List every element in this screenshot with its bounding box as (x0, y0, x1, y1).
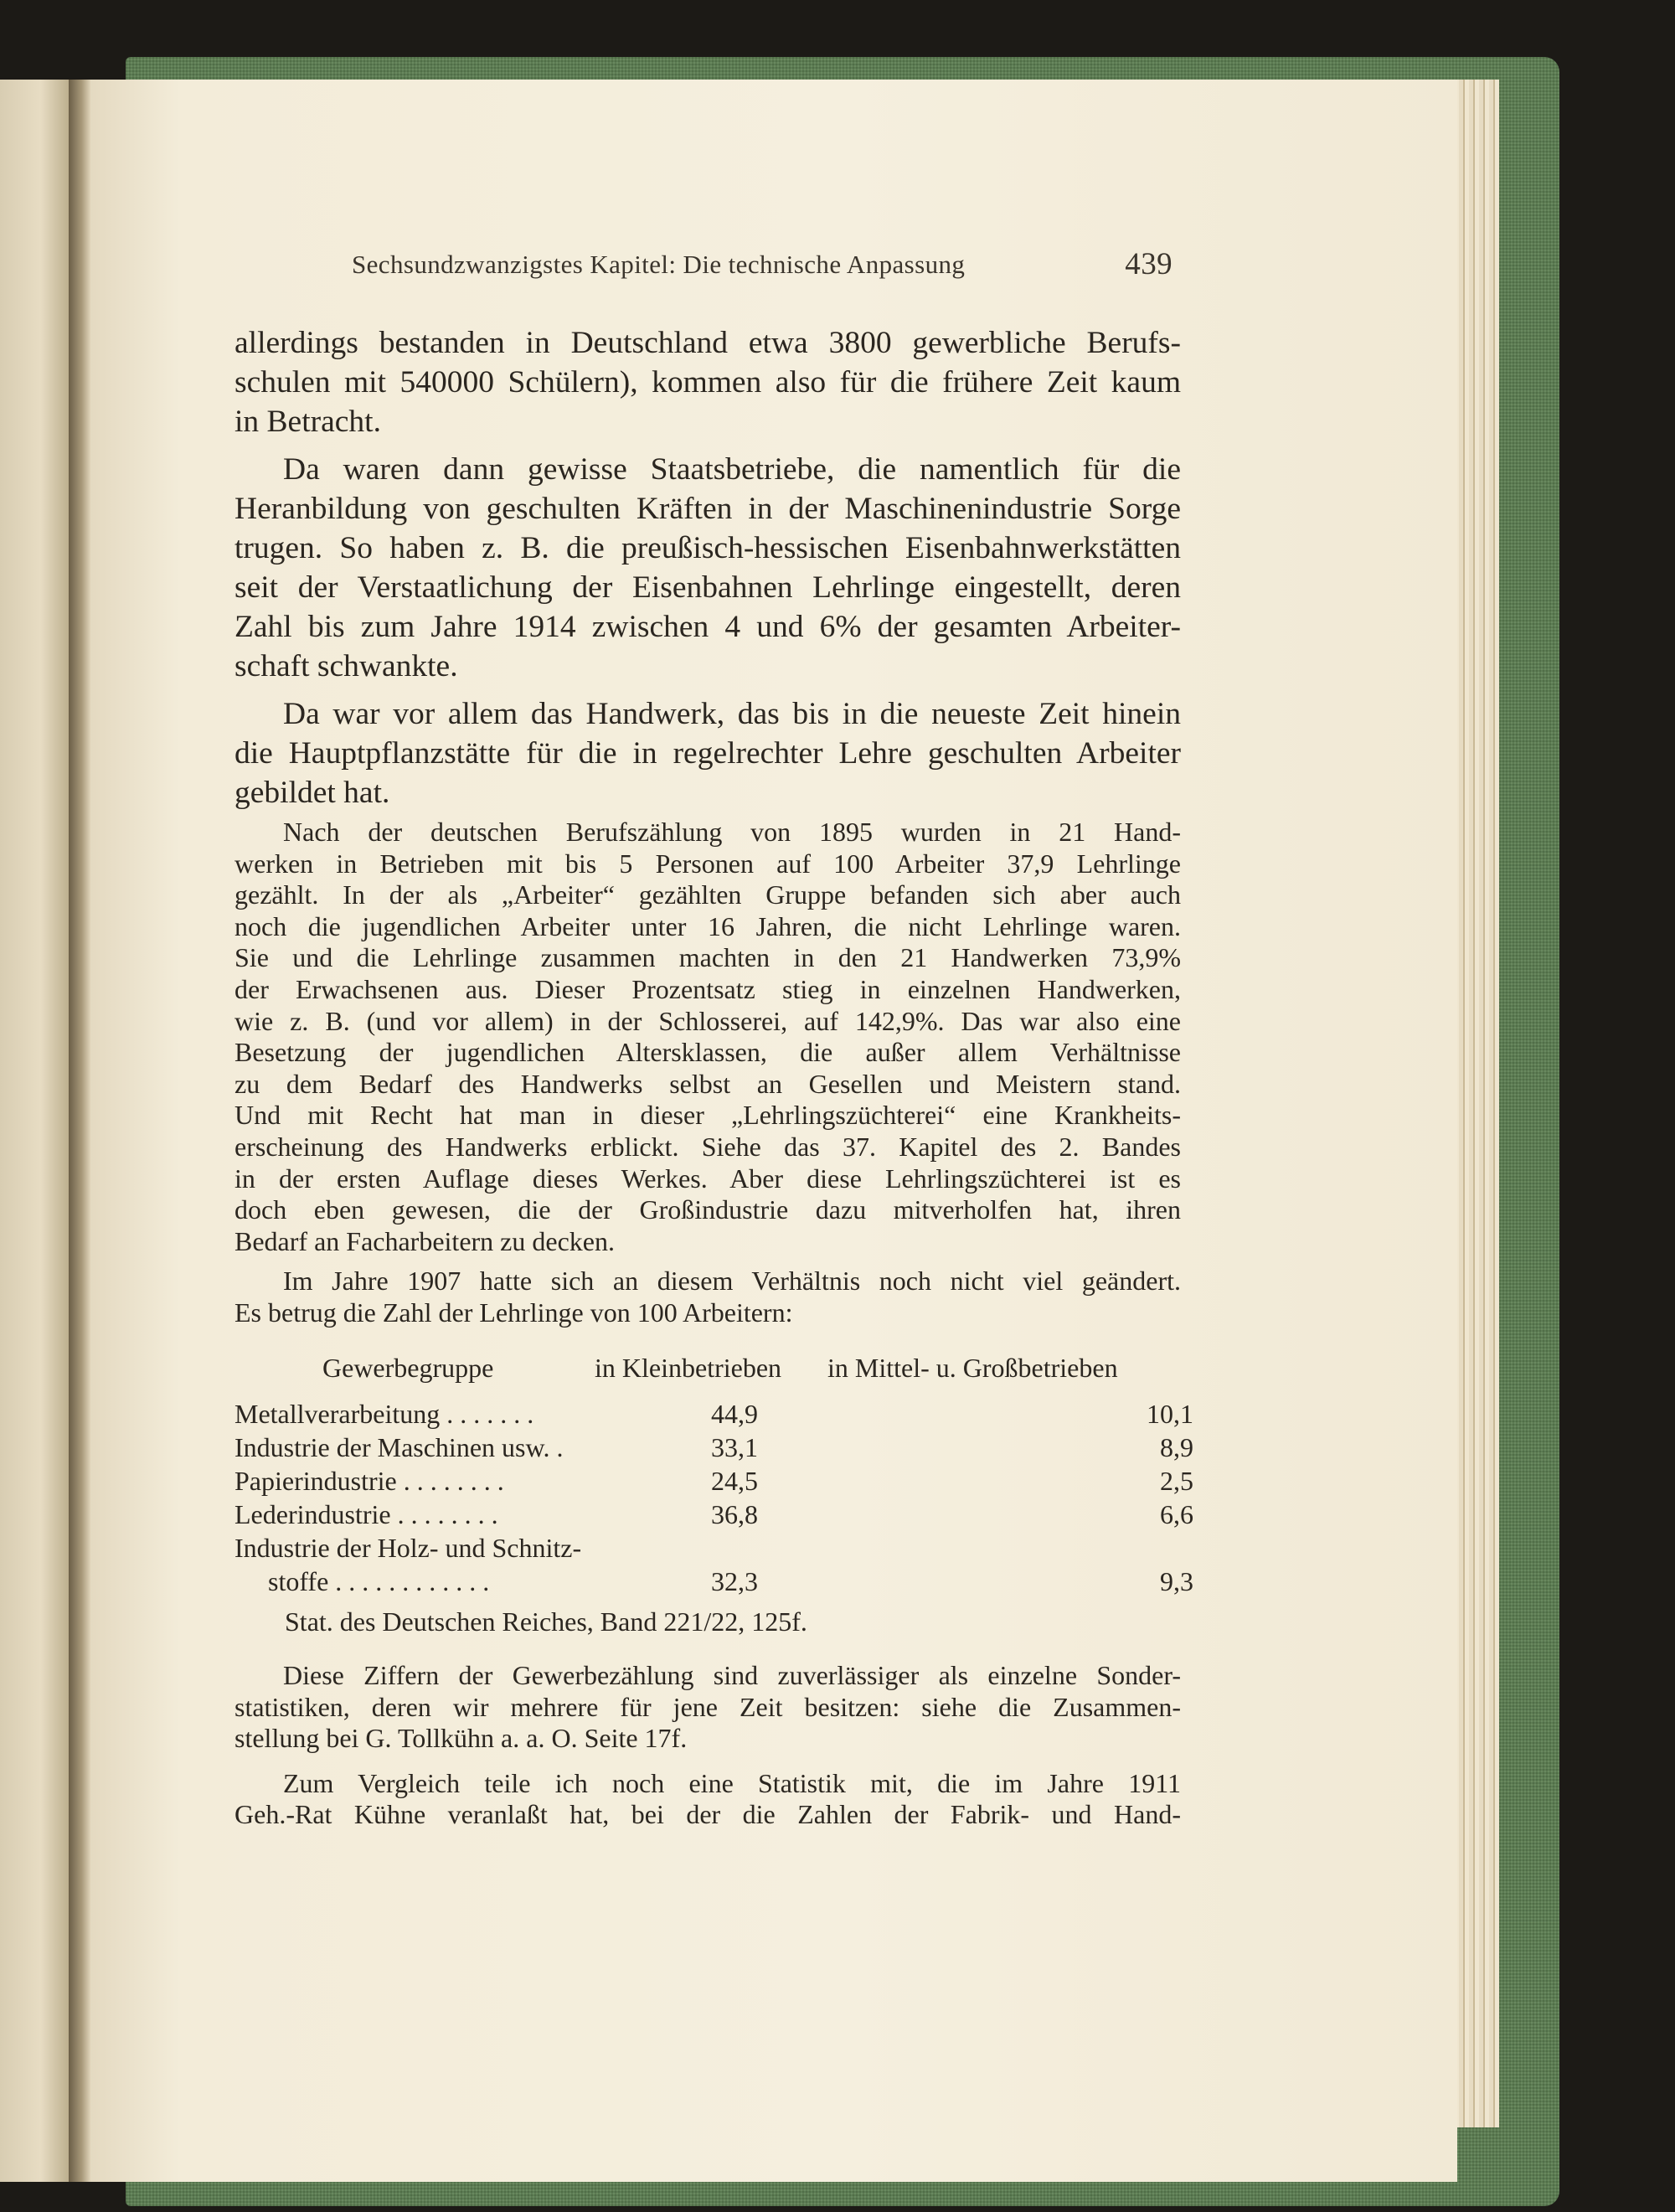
column-header-large: in Mittel- u. Großbetrieben (827, 1353, 1118, 1383)
text-line-wrap (234, 942, 1181, 974)
main-text-block (234, 323, 1181, 812)
text-line-wrap (234, 568, 1181, 607)
row-label: Lederindustrie . . . . . . . . (234, 1499, 498, 1529)
note-paragraph-3 (234, 1660, 1181, 1692)
table-row (234, 1566, 1193, 1600)
text-line: noch die jugendlichen Arbeiter unter 16 Jahren, die nicht Lehrlinge waren. (234, 910, 1181, 941)
text-line-wrap (234, 848, 1181, 880)
text-line: gezählt. In der als „Arbeiter“ gezählten Gruppe befanden sich aber auch (234, 879, 1181, 910)
text-line: Geh.-Rat Kühne veranlaßt hat, bei der die Zahlen der Fabrik- und Hand- (234, 1799, 1181, 1830)
text-line: zu dem Bedarf des Handwerks selbst an Gesellen und Meistern stand. (234, 1068, 1181, 1099)
running-header (352, 247, 1172, 291)
text-line: der Erwachsenen aus. Dieser Prozentsatz stieg in einzelnen Handwerken, (234, 973, 1181, 1004)
row-label: Industrie der Holz- und Schnitz- (234, 1533, 582, 1563)
text-line: Heranbildung von geschulten Kräften in der Maschinenindustrie Sorge (234, 492, 1181, 526)
text-line: stellung bei G. Tollkühn a. a. O. Seite 17f. (234, 1723, 688, 1754)
text-line-wrap (234, 773, 1181, 812)
value-small: 44,9 (711, 1399, 758, 1429)
text-line-wrap (234, 607, 1181, 647)
text-line-wrap (234, 974, 1181, 1006)
text-line: Zahl bis zum Jahre 1914 zwischen 4 und 6% der gesamten Arbeiter- (234, 610, 1181, 644)
text-line: trugen. So haben z. B. die preußisch-hessischen Eisenbahnwerkstätten (234, 531, 1181, 565)
text-line-wrap (234, 1037, 1181, 1069)
value-small: 33,1 (711, 1432, 758, 1462)
text-line: werken in Betrieben mit bis 5 Personen auf 100 Arbeiter 37,9 Lehrlinge (234, 848, 1181, 879)
table-row (234, 1533, 1181, 1566)
text-line-wrap (234, 1194, 1181, 1226)
text-line: statistiken, deren wir mehrere für jene Zeit besitzen: siehe die Zusammen- (234, 1691, 1181, 1722)
text-line: wie z. B. (und vor allem) in der Schlosserei, auf 142,9%. Das war also eine (234, 1005, 1181, 1036)
text-line: die Hauptpflanzstätte für die in regelrechter Lehre geschulten Arbeiter (234, 736, 1181, 771)
row-label: stoffe . . . . . . . . . . . . (268, 1566, 490, 1596)
value-large: 2,5 (1160, 1466, 1193, 1496)
text-line: Da waren dann gewisse Staatsbetriebe, die namentlich für die (283, 452, 1181, 487)
text-line-wrap (234, 529, 1181, 568)
table-source (285, 1606, 1231, 1640)
text-line-wrap (234, 911, 1181, 943)
page-number: 439 (1125, 247, 1172, 281)
text-line-wrap (234, 1006, 1181, 1038)
note-paragraph-4 (234, 1768, 1181, 1800)
paragraph-3 (234, 694, 1181, 734)
table-row (234, 1499, 1193, 1533)
text-line: Bedarf an Facharbeitern zu decken. (234, 1225, 615, 1256)
table-row (234, 1399, 1193, 1432)
text-line: seit der Verstaatlichung der Eisenbahnen Lehrlinge eingestellt, deren (234, 570, 1181, 605)
running-title: Sechsundzwanzigstes Kapitel: Die technische Anpassung (352, 250, 966, 279)
text-line-wrap (234, 1069, 1181, 1101)
left-page-edge (0, 80, 74, 2182)
text-line-wrap (234, 879, 1181, 911)
text-line-wrap (234, 1100, 1181, 1132)
table-row (234, 1432, 1193, 1466)
row-label: Metallverarbeitung . . . . . . . (234, 1399, 534, 1429)
text-line-wrap (234, 734, 1181, 773)
value-large: 9,3 (1160, 1566, 1193, 1596)
text-line-wrap (234, 1723, 1181, 1755)
paragraph-1 (234, 323, 1181, 363)
value-small: 36,8 (711, 1499, 758, 1529)
table-header (234, 1353, 1181, 1386)
text-line: Und mit Recht hat man in dieser „Lehrlingszüchterei“ eine Krankheits- (234, 1100, 1181, 1131)
text-line-wrap (234, 1297, 1181, 1329)
note-paragraph-1 (234, 817, 1181, 848)
note-text-block-2 (234, 1660, 1181, 1831)
text-line: schaft schwankte. (234, 649, 458, 683)
text-line-wrap (234, 1692, 1181, 1724)
book-gutter (69, 80, 90, 2182)
value-small: 24,5 (711, 1466, 758, 1496)
note-text-block-1 (234, 817, 1181, 1329)
text-line: gebildet hat. (234, 776, 390, 810)
value-large: 6,6 (1160, 1499, 1193, 1529)
text-line-wrap (234, 1799, 1181, 1831)
text-line-wrap (234, 363, 1181, 402)
text-line: in Betracht. (234, 405, 381, 439)
row-label: Papierindustrie . . . . . . . . (234, 1466, 504, 1496)
note-paragraph-2 (234, 1266, 1181, 1297)
column-header-small: in Kleinbetrieben (595, 1353, 782, 1383)
text-line: allerdings bestanden in Deutschland etwa 3800 gewerbliche Berufs- (234, 326, 1181, 360)
text-line: Es betrug die Zahl der Lehrlinge von 100 Arbeitern: (234, 1297, 793, 1328)
value-large: 8,9 (1160, 1432, 1193, 1462)
text-line-wrap (234, 489, 1181, 529)
row-label: Industrie der Maschinen usw. . (234, 1432, 564, 1462)
text-line: Besetzung der jugendlichen Altersklassen, die außer allem Verhältnisse (234, 1037, 1181, 1068)
text-line: Diese Ziffern der Gewerbezählung sind zuverlässiger als einzelne Sonder- (283, 1660, 1181, 1690)
text-line: erscheinung des Handwerks erblickt. Siehe das 37. Kapitel des 2. Bandes (234, 1131, 1181, 1162)
value-large: 10,1 (1147, 1399, 1193, 1429)
text-line-wrap (234, 1132, 1181, 1163)
text-line-wrap (234, 647, 1181, 686)
text-line-wrap (234, 1163, 1181, 1195)
text-line: Sie und die Lehrlinge zusammen machten in den 21 Handwerken 73,9% (234, 942, 1181, 973)
text-line-wrap (234, 402, 1181, 441)
column-header-group: Gewerbegruppe (322, 1353, 494, 1383)
text-line: Da war vor allem das Handwerk, das bis in die neueste Zeit hinein (283, 697, 1181, 731)
text-line: schulen mit 540000 Schülern), kommen also für die frühere Zeit kaum (234, 365, 1181, 400)
text-line-wrap (234, 1226, 1181, 1258)
text-line: Im Jahre 1907 hatte sich an diesem Verhältnis noch nicht viel geändert. (283, 1266, 1181, 1297)
text-line: Zum Vergleich teile ich noch eine Statistik mit, die im Jahre 1911 (283, 1767, 1181, 1798)
paragraph-2 (234, 450, 1181, 489)
source-text: Stat. des Deutschen Reiches, Band 221/22, 125f. (285, 1606, 807, 1637)
text-line: Nach der deutschen Berufszählung von 1895 wurden in 21 Hand- (283, 817, 1181, 847)
text-line: in der ersten Auflage dieses Werkes. Aber diese Lehrlingszüchterei ist es (234, 1163, 1181, 1194)
value-small: 32,3 (711, 1566, 758, 1596)
text-line: doch eben gewesen, die der Großindustrie dazu mitverholfen hat, ihren (234, 1194, 1181, 1225)
table-row (234, 1466, 1193, 1499)
